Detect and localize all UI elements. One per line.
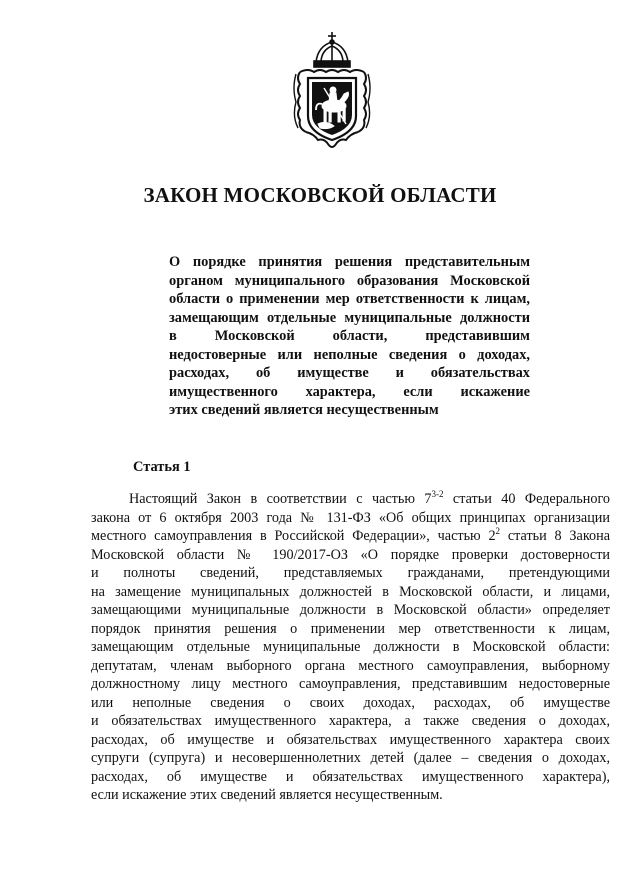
article-body xyxy=(91,490,610,805)
subtitle-line: замещающим отдельные муниципальные должности xyxy=(169,309,530,326)
article-line xyxy=(91,527,610,546)
subtitle-line: недостоверные или неполные сведения о доходах, xyxy=(169,346,530,363)
article-line: расходах, об имуществе и обязательствах имущественного характера), xyxy=(91,768,610,785)
crown-icon xyxy=(314,32,350,67)
article-text: Настоящий Закон в соответствии с частью 7 xyxy=(129,491,432,507)
article-line: закона от 6 октября 2003 года № 131-ФЗ «Об общих принципах организации xyxy=(91,509,610,526)
subtitle-line: расходах, об имуществе и обязательствах xyxy=(169,365,530,381)
article-line: супруги (супруга) и несовершеннолетних детей (далее – сведения о доходах, xyxy=(91,750,610,766)
article-heading: Статья 1 xyxy=(133,459,191,475)
subtitle-line: области о применении мер ответственности к лицам, xyxy=(169,291,530,307)
article-line: и обязательствах имущественного характера, а также сведения о доходах, xyxy=(91,713,610,729)
subtitle-line: в Московской области, представившим xyxy=(169,328,530,344)
article-line: расходах, об имуществе и обязательствах имущественного характера своих xyxy=(91,731,610,748)
subtitle-line: органом муниципального образования Московской xyxy=(169,272,530,289)
article-line: или неполные сведения о своих доходах, расходах, об имуществе xyxy=(91,694,610,711)
article-line: должностному лицу местного самоуправления, представившим недостоверные xyxy=(91,676,610,692)
article-text: местного самоуправления в Российской Федерации», частью 2 xyxy=(91,528,496,544)
superscript: 3-2 xyxy=(431,489,444,499)
subtitle-line: О порядке принятия решения представительным xyxy=(169,254,530,270)
coat-of-arms-icon xyxy=(288,28,376,156)
article-text: статьи 8 Закона xyxy=(500,528,610,544)
article-line: если искажение этих сведений является несущественным. xyxy=(91,787,443,803)
law-subtitle xyxy=(169,253,530,420)
article-line: депутатам, членам выборного органа местного самоуправления, выборному xyxy=(91,657,610,674)
superscript: 2 xyxy=(495,526,501,536)
article-line: замещающими муниципальные должности в Московской области» определяет xyxy=(91,602,610,618)
article-line: и полноты сведений, представляемых гражданами, претендующими xyxy=(91,565,610,581)
article-line: на замещение муниципальных должностей в Московской области, и лицами, xyxy=(91,583,610,600)
law-title: ЗАКОН МОСКОВСКОЙ ОБЛАСТИ xyxy=(143,183,497,207)
article-line: Московской области № 190/2017-ОЗ «О порядке проверки достоверности xyxy=(91,546,610,563)
article-line: замещающим отдельные муниципальные должности в Московской области: xyxy=(91,639,610,655)
article-text: статьи 40 Федерального xyxy=(443,491,611,507)
subtitle-line: этих сведений является несущественным xyxy=(169,402,439,418)
article-line: порядок принятия решения о применении мер ответственности к лицам, xyxy=(91,620,610,637)
subtitle-line: имущественного характера, если искажение xyxy=(169,383,530,400)
article-line xyxy=(91,490,610,509)
